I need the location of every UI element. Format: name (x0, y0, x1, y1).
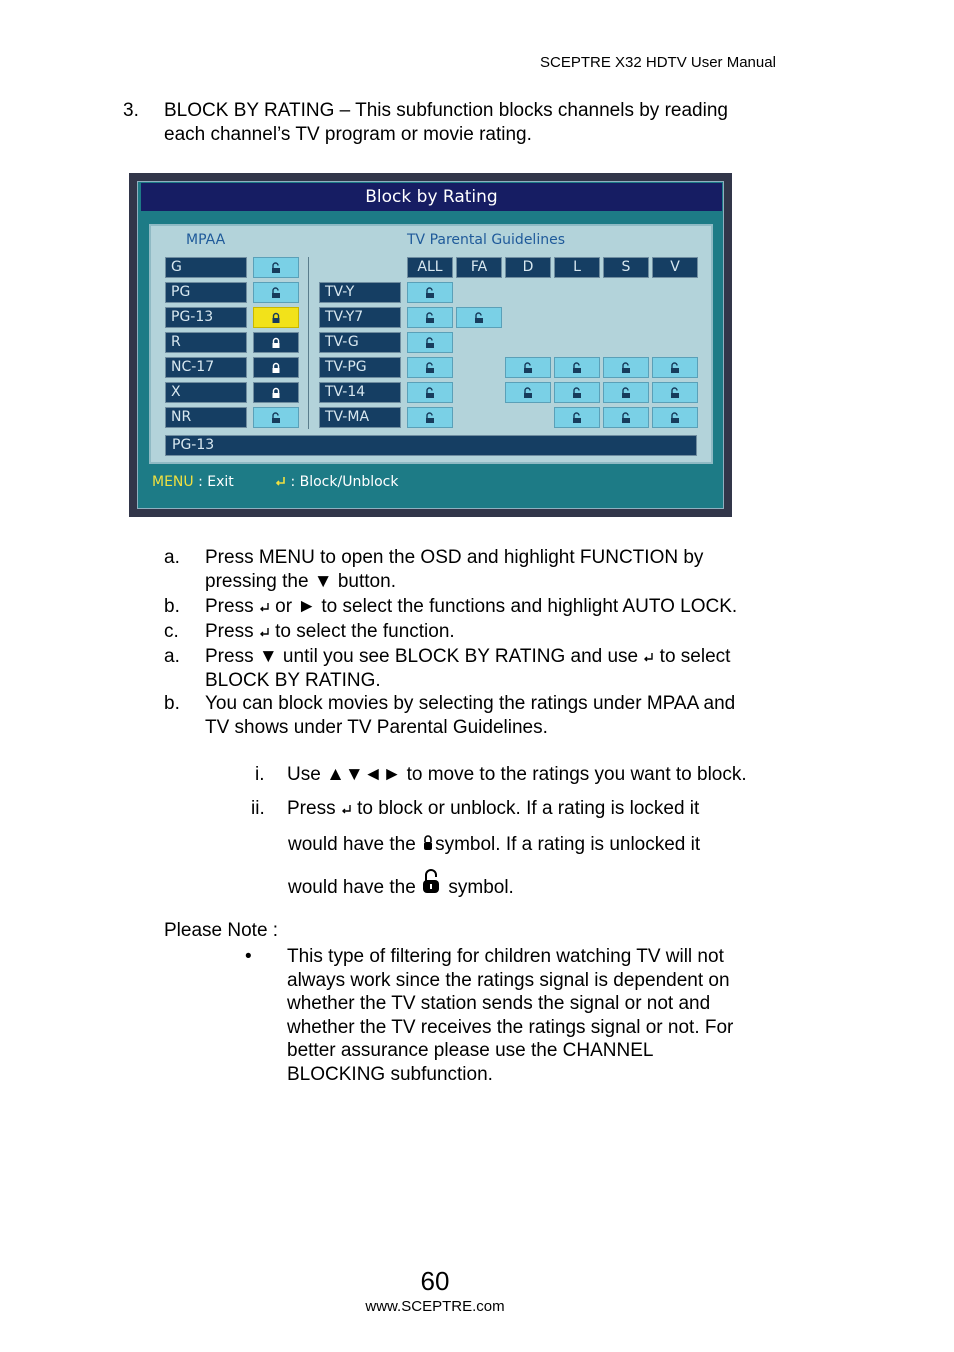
note-line: BLOCKING subfunction. (287, 1063, 493, 1085)
mpaa-lock-toggle[interactable] (253, 257, 299, 278)
step-text-part: Press (205, 621, 259, 642)
tv-lock-toggle[interactable] (407, 357, 453, 378)
note-line: always work since the ratings signal is dependent on (287, 969, 730, 991)
tv-rating-tv-pg[interactable]: TV-PG (319, 357, 401, 378)
step-text: pressing the ▼ button. (205, 571, 396, 592)
step-text-part: to select (654, 646, 731, 667)
note-bullet: • (245, 946, 252, 967)
unlock-icon (473, 312, 485, 324)
enter-icon (341, 804, 352, 815)
selected-rating-status: PG-13 (165, 435, 697, 456)
unlock-icon (522, 362, 534, 374)
osd-title: Block by Rating (141, 183, 722, 211)
tv-rating-tv-y[interactable]: TV-Y (319, 282, 401, 303)
lock-icon (270, 362, 282, 374)
step-marker: b. (164, 596, 180, 617)
tv-lock-toggle[interactable] (407, 332, 453, 353)
step-text-part: or ► to select the functions and highlight AUTO LOCK. (269, 596, 738, 617)
mpaa-rating-g[interactable]: G (165, 257, 247, 278)
unlock-icon (424, 312, 436, 324)
enter-icon (275, 476, 286, 487)
unlock-icon (620, 412, 632, 424)
substep-text: Use ▲▼◄► to move to the ratings you want to block. (287, 764, 747, 785)
unlock-icon (270, 262, 282, 274)
unlock-icon (421, 869, 443, 895)
step-text-part: Press (205, 596, 259, 617)
mpaa-rating-nc-17[interactable]: NC-17 (165, 357, 247, 378)
unlock-icon (270, 412, 282, 424)
unlock-icon (620, 362, 632, 374)
mpaa-lock-toggle[interactable] (253, 307, 299, 328)
unlock-icon (424, 287, 436, 299)
substep-marker: ii. (251, 798, 265, 819)
page-number: 60 (420, 1266, 450, 1296)
mpaa-lock-toggle[interactable] (253, 382, 299, 403)
tv-rating-tv-ma[interactable]: TV-MA (319, 407, 401, 428)
step-marker: a. (164, 547, 180, 568)
enter-icon (259, 627, 270, 638)
lock-icon (270, 387, 282, 399)
tv-lock-toggle[interactable] (652, 382, 698, 403)
unlock-icon (270, 287, 282, 299)
note-line: better assurance please use the CHANNEL (287, 1040, 654, 1061)
substep-text-part: symbol. (443, 877, 514, 898)
enter-icon (259, 602, 270, 613)
unlock-icon (669, 412, 681, 424)
unlock-icon (424, 412, 436, 424)
unlock-icon (669, 387, 681, 399)
tv-header-fa[interactable]: FA (456, 257, 502, 278)
unlock-icon (571, 362, 583, 374)
mpaa-label: MPAA (186, 232, 226, 248)
tv-lock-toggle[interactable] (603, 382, 649, 403)
tv-lock-toggle[interactable] (407, 382, 453, 403)
tv-lock-toggle[interactable] (407, 407, 453, 428)
section-number: 3. (123, 100, 139, 121)
step-text (205, 645, 730, 669)
footer-url: www.SCEPTRE.com (365, 1298, 505, 1315)
step-marker: a. (164, 646, 180, 667)
tv-lock-toggle[interactable] (652, 357, 698, 378)
step-text-part: to select the function. (269, 621, 455, 642)
tv-lock-toggle[interactable] (652, 407, 698, 428)
tv-lock-toggle[interactable] (407, 282, 453, 303)
tv-lock-toggle[interactable] (505, 357, 551, 378)
lock-icon (270, 312, 282, 324)
step-text (205, 620, 455, 644)
unlock-icon (669, 362, 681, 374)
note-line: whether the TV station sends the signal or not and (287, 993, 711, 1014)
tv-rating-tv-g[interactable]: TV-G (319, 332, 401, 353)
tv-header-all[interactable]: ALL (407, 257, 453, 278)
tv-rating-tv-y7[interactable]: TV-Y7 (319, 307, 401, 328)
unlock-icon (571, 387, 583, 399)
substep-marker: i. (255, 764, 265, 785)
substep-text-part: to block or unblock. If a rating is locked it (351, 798, 700, 819)
substep-text (288, 833, 700, 857)
column-divider (308, 257, 309, 429)
footer-enter-hint (275, 474, 398, 490)
mpaa-lock-toggle[interactable] (253, 407, 299, 428)
step-marker: b. (164, 693, 180, 714)
mpaa-lock-toggle[interactable] (253, 282, 299, 303)
lock-icon (421, 834, 435, 852)
mpaa-rating-pg[interactable]: PG (165, 282, 247, 303)
section-heading-line1: BLOCK BY RATING – This subfunction blocks channels by reading (164, 100, 728, 121)
substep-text-part: Press (287, 798, 341, 819)
tv-header-d[interactable]: D (505, 257, 551, 278)
tv-lock-toggle[interactable] (456, 307, 502, 328)
tv-lock-toggle[interactable] (505, 382, 551, 403)
note-heading: Please Note : (164, 920, 279, 941)
substep-text-part: would have the (288, 834, 422, 855)
tv-lock-toggle[interactable] (554, 382, 600, 403)
step-text: BLOCK BY RATING. (205, 670, 381, 691)
substep-text-part: would have the (288, 877, 422, 898)
unlock-icon (424, 337, 436, 349)
unlock-icon (620, 387, 632, 399)
tv-lock-toggle[interactable] (603, 357, 649, 378)
note-line: whether the TV receives the ratings signal or not. For (287, 1016, 734, 1038)
substep-text (287, 797, 699, 821)
tv-lock-toggle[interactable] (407, 307, 453, 328)
osd-screenshot (129, 173, 732, 517)
note-line: This type of filtering for children watching TV will not (287, 946, 724, 967)
section-heading-line2: each channel’s TV program or movie rating. (164, 124, 532, 145)
mpaa-rating-r[interactable]: R (165, 332, 247, 353)
tv-lock-toggle[interactable] (554, 407, 600, 428)
menu-key: MENU (152, 474, 194, 490)
step-text (205, 595, 737, 619)
mpaa-rating-x[interactable]: X (165, 382, 247, 403)
footer-menu-hint (152, 474, 234, 490)
tv-header-s[interactable]: S (603, 257, 649, 278)
tv-header-l[interactable]: L (554, 257, 600, 278)
tv-guidelines-label: TV Parental Guidelines (407, 232, 565, 248)
mpaa-lock-toggle[interactable] (253, 332, 299, 353)
step-text-part: Press ▼ until you see BLOCK BY RATING and use (205, 646, 644, 667)
menu-exit-text: : Exit (193, 474, 234, 490)
step-marker: c. (164, 621, 179, 642)
unlock-icon (424, 362, 436, 374)
mpaa-rating-nr[interactable]: NR (165, 407, 247, 428)
step-text: Press MENU to open the OSD and highlight FUNCTION by (205, 547, 704, 568)
tv-lock-toggle[interactable] (603, 407, 649, 428)
step-text: TV shows under TV Parental Guidelines. (205, 717, 548, 738)
unlock-icon (571, 412, 583, 424)
tv-header-v[interactable]: V (652, 257, 698, 278)
unlock-icon (424, 387, 436, 399)
tv-rating-tv-14[interactable]: TV-14 (319, 382, 401, 403)
mpaa-rating-pg-13[interactable]: PG-13 (165, 307, 247, 328)
enter-icon (643, 652, 654, 663)
mpaa-lock-toggle[interactable] (253, 357, 299, 378)
unlock-icon (522, 387, 534, 399)
substep-text (288, 869, 514, 900)
step-text: You can block movies by selecting the ratings under MPAA and (205, 693, 736, 714)
substep-text-part: symbol. If a rating is unlocked it (435, 834, 701, 855)
lock-icon (270, 337, 282, 349)
tv-lock-toggle[interactable] (554, 357, 600, 378)
enter-action-text: : Block/Unblock (286, 474, 399, 490)
manual-header: SCEPTRE X32 HDTV User Manual (540, 54, 776, 71)
